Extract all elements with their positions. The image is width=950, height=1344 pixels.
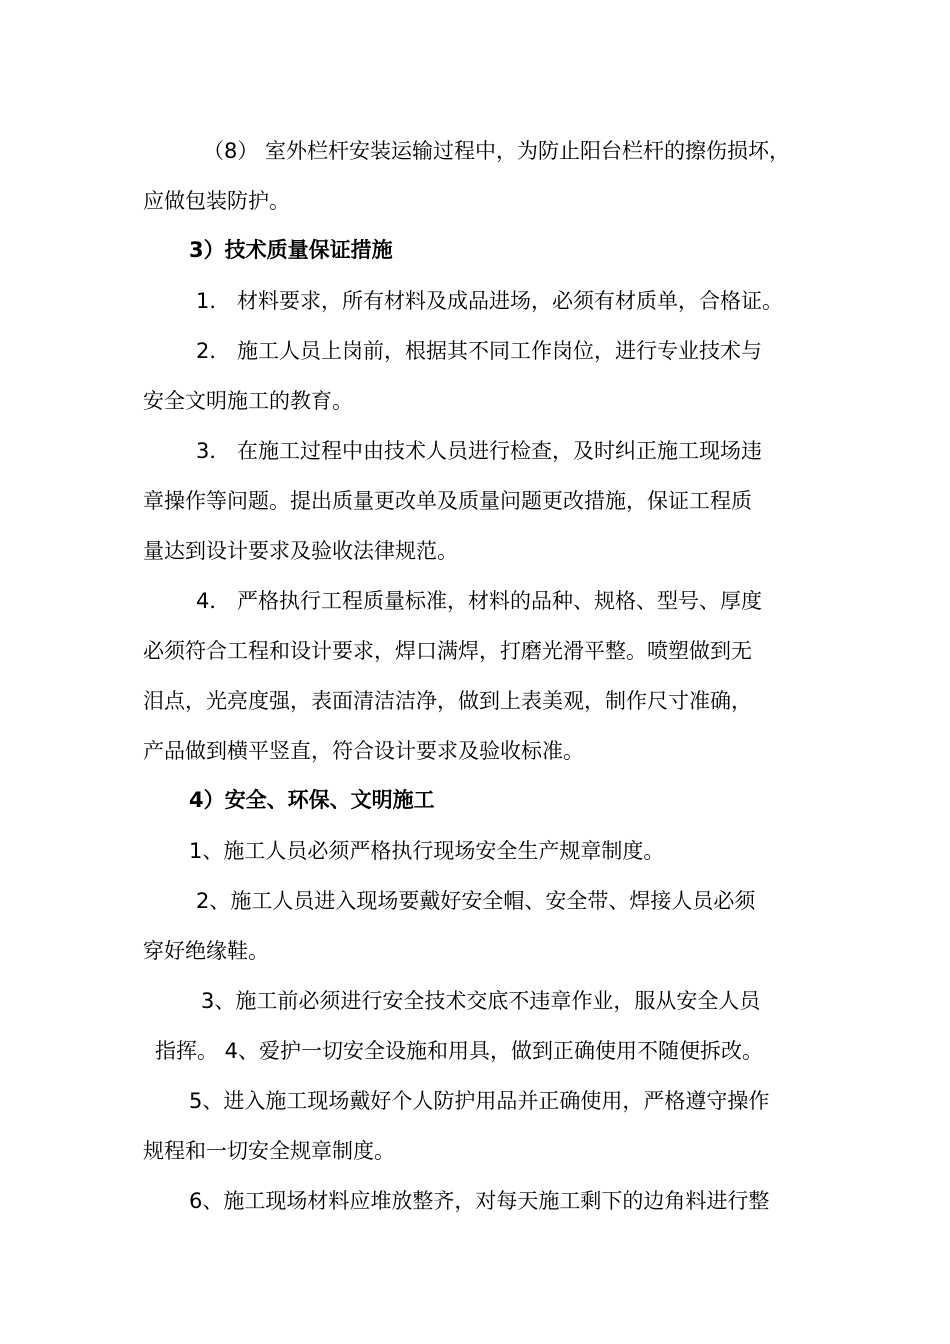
paragraph-line: 3． 在施工过程中由技术人员进行检查，及时纠正施工现场违	[196, 439, 763, 463]
paragraph-line: 量达到设计要求及验收法律规范。	[143, 539, 458, 563]
paragraph-line: 规程和一切安全规章制度。	[143, 1139, 395, 1163]
paragraph-line: 6、施工现场材料应堆放整齐，对每天施工剩下的边角料进行整	[189, 1189, 770, 1213]
paragraph-line: 章操作等问题。提出质量更改单及质量问题更改措施，保证工程质	[143, 489, 752, 513]
paragraph-line: 2、施工人员进入现场要戴好安全帽、安全带、焊接人员必须	[196, 889, 756, 913]
paragraph-line: 2． 施工人员上岗前，根据其不同工作岗位，进行专业技术与	[196, 339, 763, 363]
section-heading: 3）技术质量保证措施	[189, 238, 393, 262]
paragraph-line: 1、施工人员必须严格执行现场安全生产规章制度。	[189, 839, 665, 863]
section-heading: 4）安全、环保、文明施工	[189, 788, 435, 812]
paragraph-line: 产品做到横平竖直，符合设计要求及验收标准。	[143, 739, 584, 763]
paragraph-line: 穿好绝缘鞋。	[143, 939, 269, 963]
paragraph-line: 安全文明施工的教育。	[143, 389, 353, 413]
paragraph-line: 3、施工前必须进行安全技术交底不违章作业，服从安全人员	[201, 989, 761, 1013]
paragraph-line: 4． 严格执行工程质量标准，材料的品种、规格、型号、厚度	[196, 589, 763, 613]
paragraph-line: 必须符合工程和设计要求，焊口满焊，打磨光滑平整。喷塑做到无	[143, 639, 752, 663]
paragraph-line: 应做包装防护。	[143, 189, 290, 213]
paragraph-line: 泪点，光亮度强，表面清洁洁净，做到上表美观，制作尺寸准确，	[143, 689, 752, 713]
paragraph-line: （8） 室外栏杆安装运输过程中，为防止阳台栏杆的擦伤损坏，	[203, 139, 791, 163]
paragraph-line: 指挥。 4、爱护一切安全设施和用具，做到正确使用不随便拆改。	[155, 1039, 764, 1063]
paragraph-line: 5、进入施工现场戴好个人防护用品并正确使用，严格遵守操作	[189, 1089, 770, 1113]
paragraph-line: 1． 材料要求，所有材料及成品进场，必须有材质单，合格证。	[196, 289, 784, 313]
